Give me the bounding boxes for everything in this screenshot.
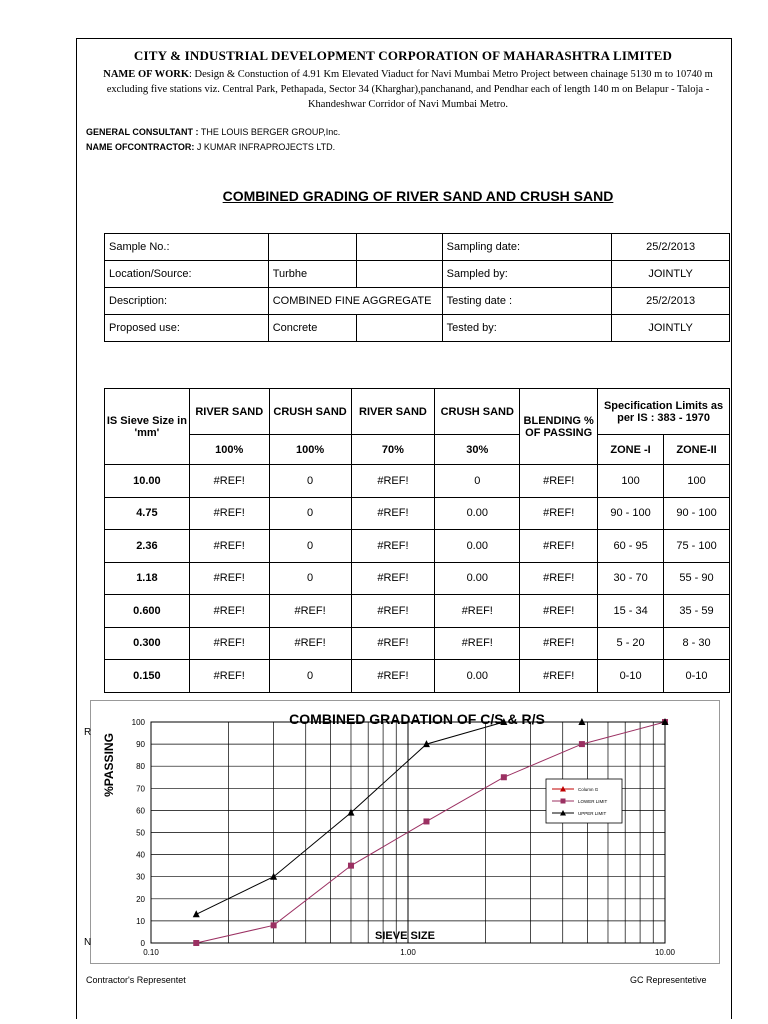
sampling-date-label: Sampling date:	[442, 234, 612, 261]
document-title: COMBINED GRADING OF RIVER SAND AND CRUSH SAND	[222, 188, 614, 204]
grading-row	[105, 497, 730, 530]
work-text: : Design & Constuction of 4.91 Km Elevated Viaduct for Navi Mumbai Metro Project between chainage 5130 m to 10740 m excluding five stations viz. Central Park, Pethapada, Sector 34 (Kharghar),panchanand, and Pendhar each of length 140 m on Belapur - Taloja - Khandeshwar Corridor of Navi Mumbai Metro.	[106, 69, 713, 110]
gc-representative: GC Representetive	[630, 975, 707, 985]
sample-no-label: Sample No.:	[105, 234, 269, 261]
crush-sand-blend-value: 0.00	[435, 530, 520, 563]
river-sand-blend-value: #REF!	[351, 595, 435, 628]
zone-2-value: 75 - 100	[664, 530, 730, 563]
contractor	[86, 142, 335, 152]
gradation-chart-svg	[91, 701, 719, 963]
pct-crush-sand: 100%	[269, 435, 351, 465]
proposed-use-label: Proposed use:	[105, 315, 269, 342]
empty-cell	[356, 234, 442, 261]
proposed-use-value: Concrete	[268, 315, 356, 342]
zone-1-value: 60 - 95	[598, 530, 664, 563]
header-river-sand: RIVER SAND	[189, 389, 269, 435]
data-point	[501, 774, 507, 780]
sampled-by-label: Sampled by:	[442, 261, 612, 288]
blending-value: #REF!	[520, 497, 598, 530]
testing-date-value: 25/2/2013	[612, 288, 730, 315]
zone-2-value: 100	[664, 465, 730, 498]
sample-info-table	[104, 233, 730, 342]
river-sand-blend-value: #REF!	[351, 530, 435, 563]
location-value: Turbhe	[268, 261, 356, 288]
grading-table	[104, 388, 730, 693]
zone-1-value: 30 - 70	[598, 562, 664, 595]
grading-row	[105, 465, 730, 498]
description-label: Description:	[105, 288, 269, 315]
location-label: Location/Source:	[105, 261, 269, 288]
y-tick-label: 10	[136, 916, 145, 926]
y-tick-label: 50	[136, 828, 145, 838]
grading-row	[105, 530, 730, 563]
consultant-value: THE LOUIS BERGER GROUP,Inc.	[198, 127, 341, 137]
crush-sand-value: #REF!	[269, 627, 351, 660]
sampling-date-value: 25/2/2013	[612, 234, 730, 261]
river-sand-blend-value: #REF!	[351, 562, 435, 595]
blending-value: #REF!	[520, 465, 598, 498]
zone-2-value: 8 - 30	[664, 627, 730, 660]
crush-sand-blend-value: 0.00	[435, 497, 520, 530]
header-crush-sand-blend: CRUSH SAND	[435, 389, 520, 435]
river-sand-value: #REF!	[189, 530, 269, 563]
sieve-size: 4.75	[105, 497, 190, 530]
crush-sand-value: 0	[269, 530, 351, 563]
x-tick-label: 0.10	[143, 948, 159, 957]
y-tick-label: 90	[136, 740, 145, 750]
sieve-size: 1.18	[105, 562, 190, 595]
y-tick-label: 100	[131, 718, 145, 727]
data-point	[423, 818, 429, 824]
sampled-by-value: JOINTLY	[612, 261, 730, 288]
sieve-size: 0.600	[105, 595, 190, 628]
crush-sand-value: #REF!	[269, 595, 351, 628]
data-point	[271, 922, 277, 928]
contractor-representative: Contractor's Representet	[86, 975, 186, 985]
description-value: COMBINED FINE AGGREGATE	[268, 288, 442, 315]
pct-river-sand: 100%	[189, 435, 269, 465]
header-sieve-size: IS Sieve Size in 'mm'	[105, 389, 190, 465]
blending-value: #REF!	[520, 530, 598, 563]
river-sand-value: #REF!	[189, 497, 269, 530]
blending-value: #REF!	[520, 562, 598, 595]
crush-sand-value: 0	[269, 660, 351, 693]
contractor-label: NAME OFCONTRACTOR:	[86, 142, 195, 152]
river-sand-value: #REF!	[189, 465, 269, 498]
sieve-size: 0.150	[105, 660, 190, 693]
river-sand-value: #REF!	[189, 660, 269, 693]
blending-value: #REF!	[520, 627, 598, 660]
header-river-sand-blend: RIVER SAND	[351, 389, 435, 435]
gradation-chart	[90, 700, 720, 964]
crush-sand-blend-value: 0	[435, 465, 520, 498]
header-crush-sand: CRUSH SAND	[269, 389, 351, 435]
y-tick-label: 40	[136, 850, 145, 860]
x-axis-label: SIEVE SIZE	[375, 930, 435, 942]
y-tick-label: 80	[136, 762, 145, 772]
crush-sand-value: 0	[269, 562, 351, 595]
zone-2-value: 55 - 90	[664, 562, 730, 595]
crush-sand-blend-value: #REF!	[435, 595, 520, 628]
zone-1-value: 100	[598, 465, 664, 498]
empty-cell	[356, 315, 442, 342]
data-point	[579, 741, 585, 747]
grading-row	[105, 562, 730, 595]
y-tick-label: 20	[136, 894, 145, 904]
chart-title: COMBINED GRADATION OF C/S & R/S	[289, 711, 545, 727]
zone-2-value: 90 - 100	[664, 497, 730, 530]
testing-date-label: Testing date :	[442, 288, 612, 315]
zone-2-header: ZONE-II	[664, 435, 730, 465]
general-consultant	[86, 127, 340, 137]
empty-cell	[356, 261, 442, 288]
y-tick-label: 60	[136, 806, 145, 816]
tested-by-value: JOINTLY	[612, 315, 730, 342]
contractor-value: J KUMAR INFRAPROJECTS LTD.	[194, 142, 336, 152]
crush-sand-blend-value: #REF!	[435, 627, 520, 660]
blending-value: #REF!	[520, 595, 598, 628]
legend-label: Column G	[578, 787, 599, 792]
zone-1-value: 15 - 34	[598, 595, 664, 628]
zone-2-value: 35 - 59	[664, 595, 730, 628]
header-spec-limits: Specification Limits as per IS : 383 - 1970	[598, 389, 730, 435]
crush-sand-blend-value: 0.00	[435, 660, 520, 693]
river-sand-value: #REF!	[189, 627, 269, 660]
consultant-label: GENERAL CONSULTANT :	[86, 127, 199, 137]
organization-title: CITY & INDUSTRIAL DEVELOPMENT CORPORATION OF MAHARASHTRA LIMITED	[133, 48, 673, 63]
name-of-work	[88, 67, 728, 112]
zone-2-value: 0-10	[664, 660, 730, 693]
grading-row	[105, 627, 730, 660]
sieve-size: 0.300	[105, 627, 190, 660]
river-sand-value: #REF!	[189, 595, 269, 628]
crush-sand-blend-value: 0.00	[435, 562, 520, 595]
blending-value: #REF!	[520, 660, 598, 693]
y-axis-label: %PASSING	[102, 733, 116, 797]
grading-row	[105, 595, 730, 628]
stray-letter-n: N	[84, 937, 92, 948]
pct-crush-sand-blend: 30%	[435, 435, 520, 465]
river-sand-blend-value: #REF!	[351, 465, 435, 498]
zone-1-value: 5 - 20	[598, 627, 664, 660]
zone-1-header: ZONE -I	[598, 435, 664, 465]
sieve-size: 10.00	[105, 465, 190, 498]
stray-letter-r: R	[84, 727, 92, 738]
work-label: NAME OF WORK	[103, 69, 189, 80]
tested-by-label: Tested by:	[442, 315, 612, 342]
x-tick-label: 10.00	[654, 948, 676, 957]
sieve-size: 2.36	[105, 530, 190, 563]
zone-1-value: 90 - 100	[598, 497, 664, 530]
data-point	[348, 863, 354, 869]
data-point	[193, 940, 199, 946]
y-tick-label: 70	[136, 784, 145, 794]
header-blending: BLENDING % OF PASSING	[520, 389, 598, 465]
river-sand-value: #REF!	[189, 562, 269, 595]
river-sand-blend-value: #REF!	[351, 627, 435, 660]
crush-sand-value: 0	[269, 497, 351, 530]
pct-river-sand-blend: 70%	[351, 435, 435, 465]
y-tick-label: 0	[140, 939, 145, 948]
river-sand-blend-value: #REF!	[351, 660, 435, 693]
zone-1-value: 0-10	[598, 660, 664, 693]
grading-row	[105, 660, 730, 693]
legend-label: LOWER LIMIT	[578, 799, 608, 804]
crush-sand-value: 0	[269, 465, 351, 498]
sample-no-value	[268, 234, 356, 261]
legend-label: UPPER LIMIT	[578, 811, 607, 816]
x-tick-label: 1.00	[400, 948, 416, 957]
y-tick-label: 30	[136, 872, 145, 882]
legend-marker	[561, 799, 566, 804]
river-sand-blend-value: #REF!	[351, 497, 435, 530]
